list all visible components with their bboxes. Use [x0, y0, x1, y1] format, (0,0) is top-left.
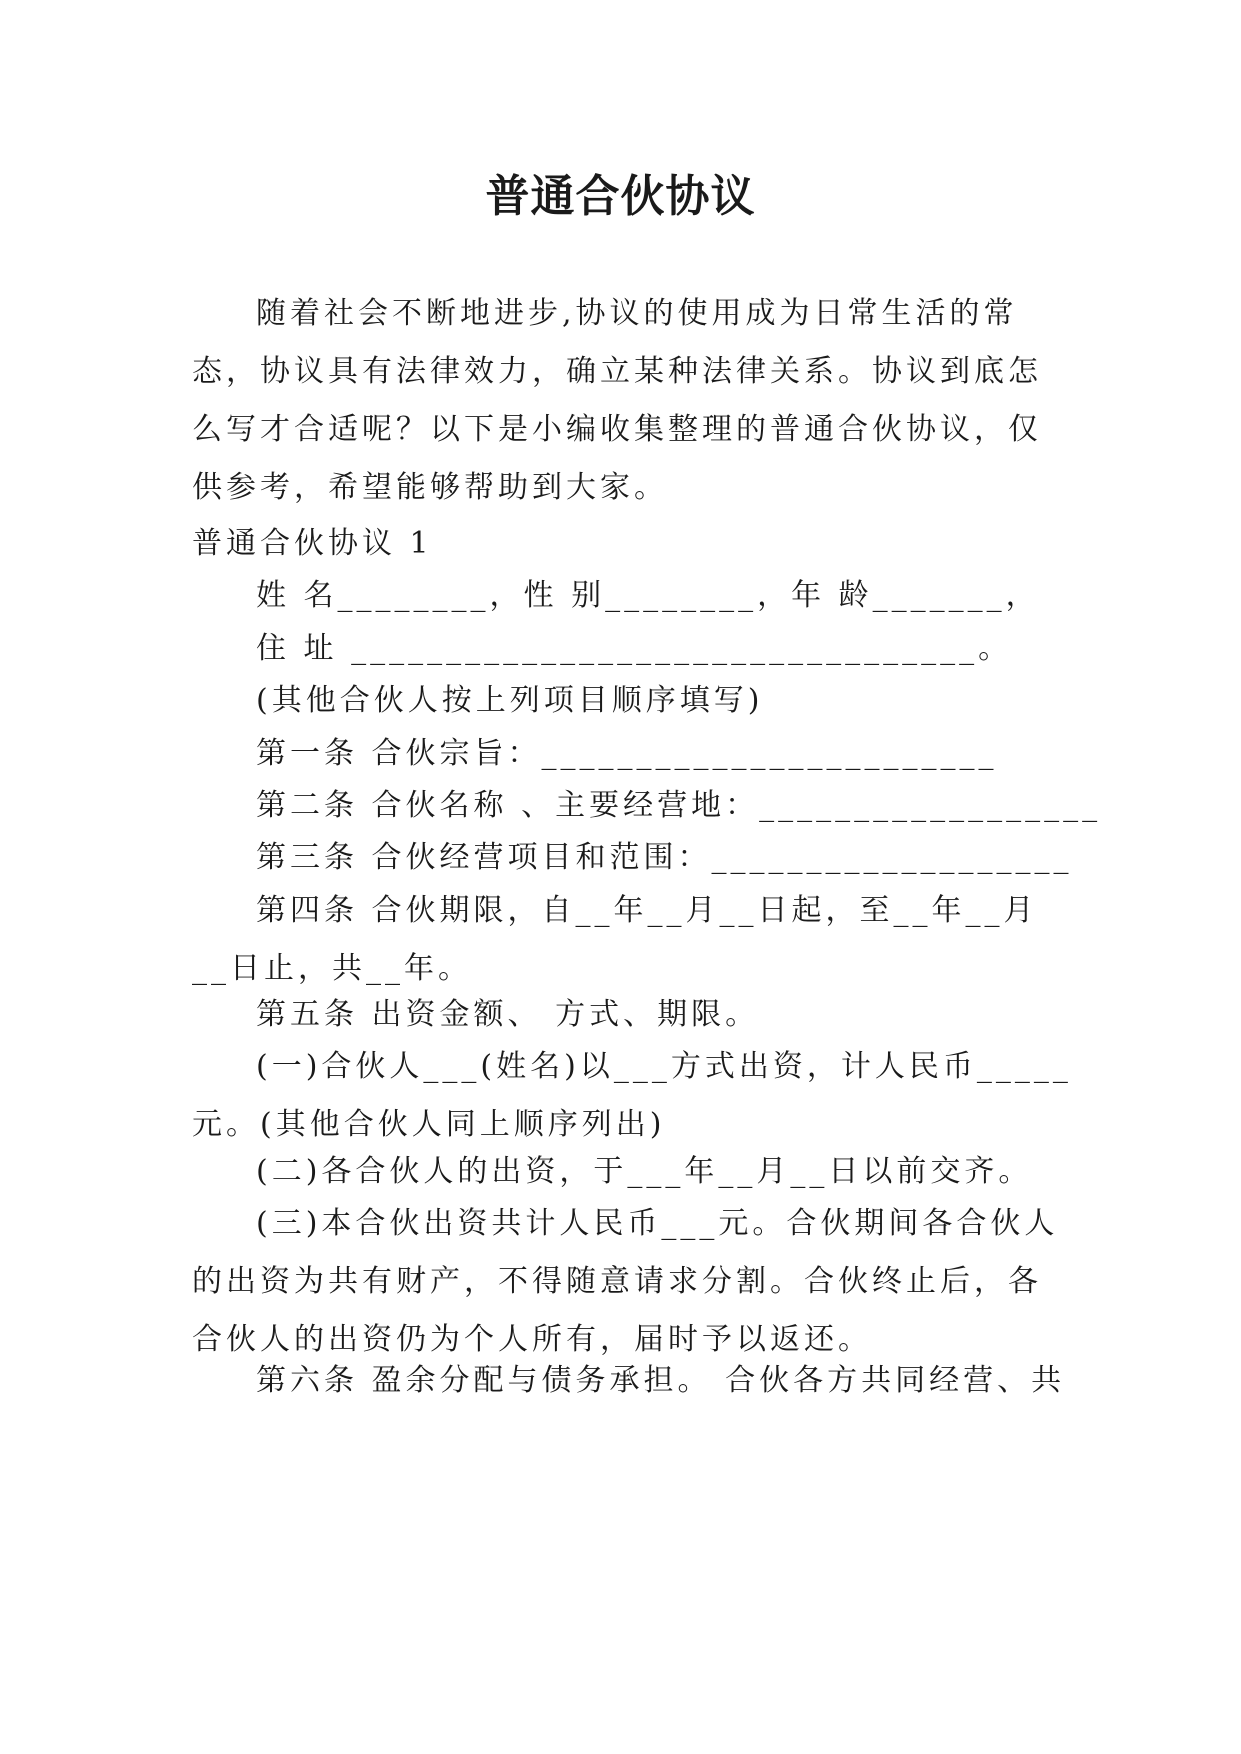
article-2: 第二条 合伙名称 、主要经营地：__________________ — [256, 788, 1102, 823]
intro-paragraph: 随着社会不断地进步,协议的使用成为日常生活的常态，协议具有法律效力，确立某种法律关系。协议到底怎么写才合适呢？以下是小编收集整理的普通合伙协议，仅供参考，希望能够帮助到大家。 — [192, 296, 1042, 505]
document-title: 普通合伙协议 — [485, 171, 756, 222]
article-3: 第三条 合伙经营项目和范围：___________________ — [256, 840, 1073, 875]
article-5-item-1: (一)合伙人___(姓名)以___方式出资，计人民币_____元。(其他合伙人同上顺序列出) — [192, 1049, 1072, 1142]
address-line: 住 址 _________________________________。 — [256, 631, 1013, 666]
article-4: 第四条 合伙期限，自__年__月__日起，至__年__月__日止，共__年。 — [192, 893, 1038, 986]
article-5-item-2: (二)各合伙人的出资，于___年__月__日以前交齐。 — [256, 1154, 1033, 1189]
article-5-item-3: (三)本合伙出资共计人民币___元。合伙期间各合伙人的出资为共有财产，不得随意请求分割。合伙终止后，各合伙人的出资仍为个人所有，届时予以返还。 — [192, 1206, 1059, 1357]
section-heading: 普通合伙协议 1 — [192, 526, 433, 561]
name-gender-age-line: 姓 名________，性 别________，年 龄_______， — [256, 578, 1040, 613]
article-6: 第六条 盈余分配与债务承担。 合伙各方共同经营、共 — [256, 1363, 1066, 1398]
other-partners-note: (其他合伙人按上列项目顺序填写) — [256, 683, 764, 718]
article-5: 第五条 出资金额、 方式、期限。 — [256, 997, 760, 1032]
article-1: 第一条 合伙宗旨：________________________ — [256, 736, 998, 771]
